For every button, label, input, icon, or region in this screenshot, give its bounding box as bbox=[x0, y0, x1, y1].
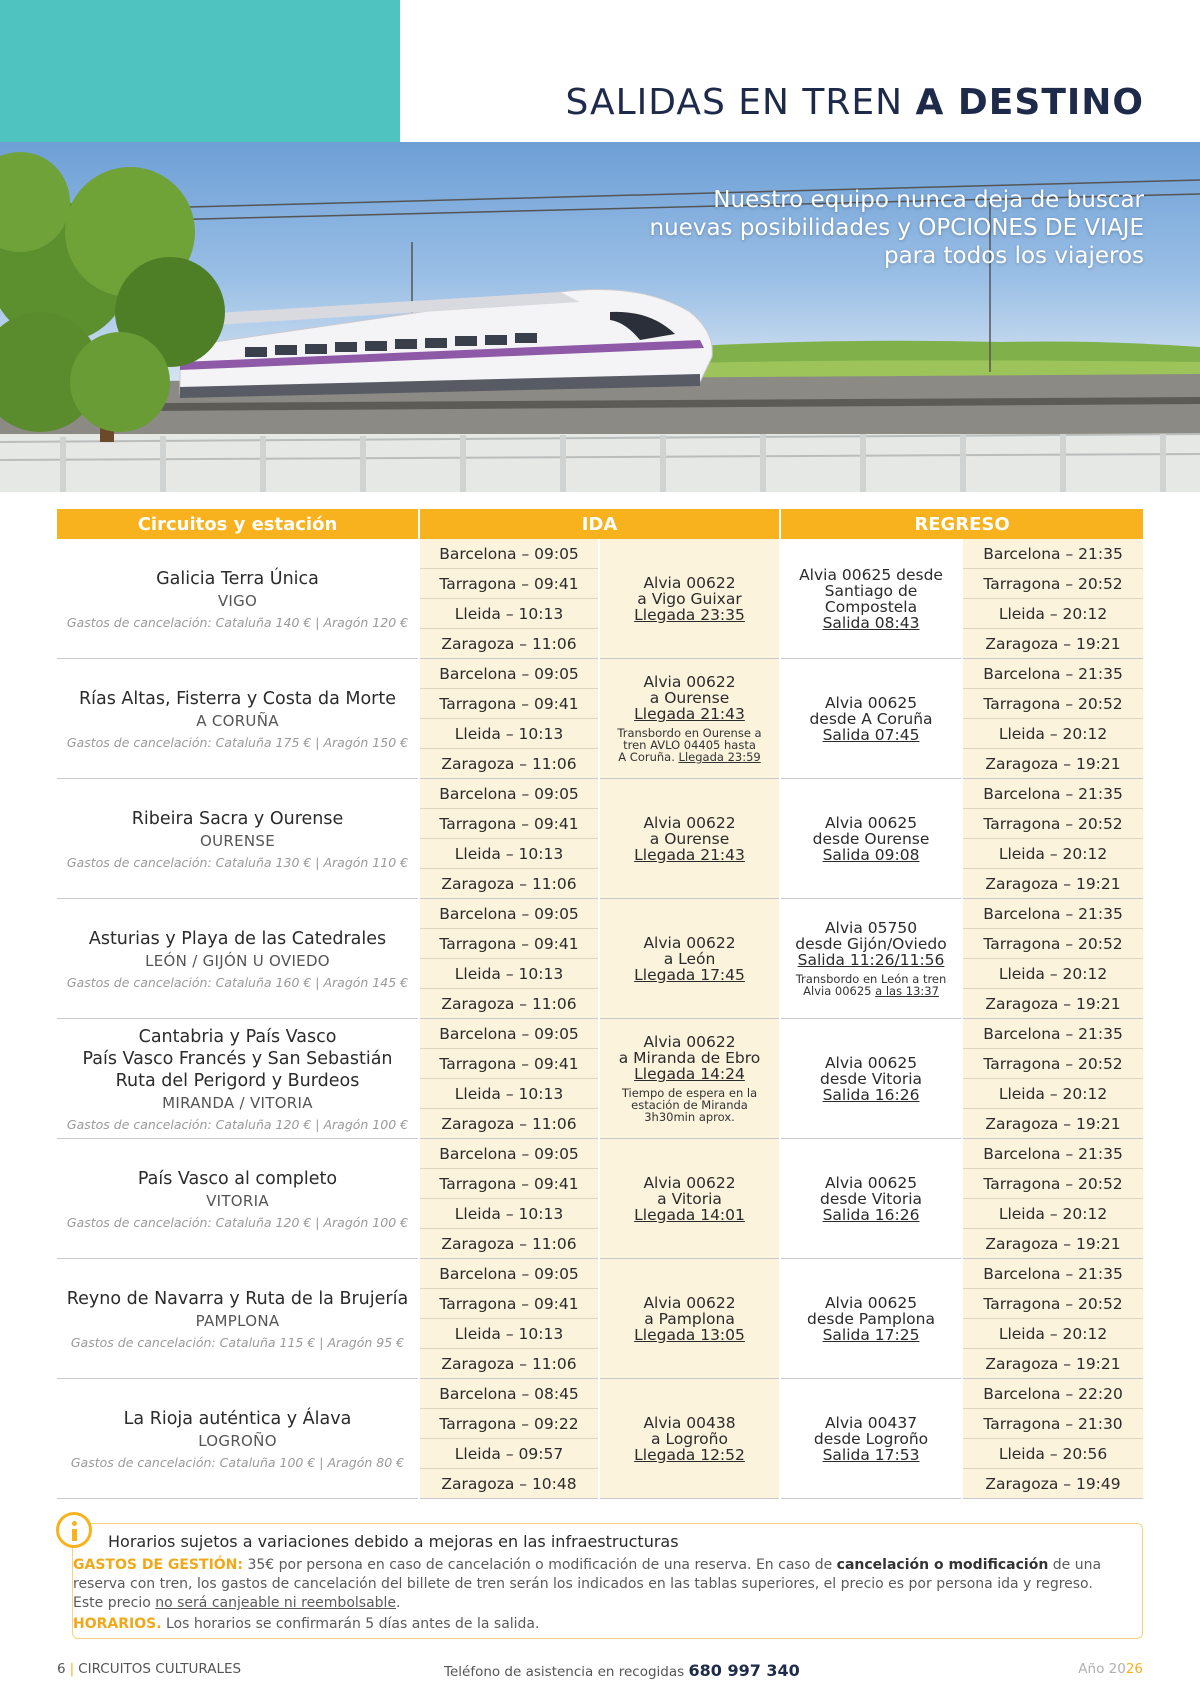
regreso-departure: Salida 17:53 bbox=[822, 1445, 920, 1464]
ida-note-text: A Coruña. bbox=[618, 750, 679, 764]
regreso-train-cell bbox=[780, 779, 962, 899]
ida-train-cell bbox=[599, 779, 780, 899]
regreso-time: Zaragoza – 19:21 bbox=[962, 1229, 1143, 1259]
regreso-time: Tarragona – 20:52 bbox=[962, 689, 1143, 719]
circuit-name: Cantabria y País Vasco bbox=[138, 1026, 337, 1047]
ida-time: Zaragoza – 11:06 bbox=[419, 1349, 599, 1379]
ida-time: Lleida – 10:13 bbox=[419, 839, 599, 869]
regreso-time: Zaragoza – 19:21 bbox=[962, 1109, 1143, 1139]
ida-time: Tarragona – 09:41 bbox=[419, 1169, 599, 1199]
gestion-text-a: 35€ por persona en caso de cancelación o modificación de una reserva. En caso de bbox=[243, 1557, 837, 1573]
hero-tagline: Nuestro equipo nunca deja de buscar nuevas posibilidades y OPCIONES DE VIAJE para todos los viajeros bbox=[649, 187, 1144, 269]
ida-train-number: Alvia 00622 bbox=[643, 573, 736, 592]
regreso-train-cell bbox=[780, 1379, 962, 1499]
ida-time: Barcelona – 09:05 bbox=[419, 539, 599, 569]
footer-phone bbox=[444, 1661, 800, 1680]
table-row bbox=[57, 1379, 1143, 1409]
circuit-name: Galicia Terra Única bbox=[156, 568, 319, 589]
regreso-time: Barcelona – 21:35 bbox=[962, 1259, 1143, 1289]
regreso-train-number: Alvia 00625 bbox=[824, 693, 918, 712]
phone-number: 680 997 340 bbox=[688, 1661, 800, 1680]
table-body bbox=[57, 539, 1143, 1499]
regreso-departure: Salida 16:26 bbox=[822, 1085, 920, 1104]
ida-time: Zaragoza – 11:06 bbox=[419, 989, 599, 1019]
circuit-station: VIGO bbox=[217, 591, 258, 610]
regreso-time: Lleida – 20:12 bbox=[962, 959, 1143, 989]
regreso-time: Lleida – 20:56 bbox=[962, 1439, 1143, 1469]
ida-time: Barcelona – 09:05 bbox=[419, 1259, 599, 1289]
ida-destination: a León bbox=[663, 949, 716, 968]
regreso-time: Tarragona – 20:52 bbox=[962, 1169, 1143, 1199]
ida-note bbox=[600, 1087, 779, 1123]
ida-time: Tarragona – 09:41 bbox=[419, 689, 599, 719]
circuit-station: A CORUÑA bbox=[196, 711, 279, 730]
regreso-train-number: Alvia 05750 bbox=[824, 919, 918, 937]
ida-time: Tarragona – 09:41 bbox=[419, 569, 599, 599]
ida-train-number: Alvia 00622 bbox=[643, 1293, 736, 1312]
ida-train-number: Alvia 00622 bbox=[643, 933, 736, 952]
regreso-departure: Salida 08:43 bbox=[822, 613, 920, 632]
regreso-departure: Salida 17:25 bbox=[822, 1325, 920, 1344]
regreso-time: Zaragoza – 19:21 bbox=[962, 629, 1143, 659]
ida-destination: a Vigo Guixar bbox=[637, 589, 742, 608]
regreso-time: Barcelona – 21:35 bbox=[962, 779, 1143, 809]
regreso-origin: desde A Coruña bbox=[809, 709, 933, 728]
regreso-time: Zaragoza – 19:49 bbox=[962, 1469, 1143, 1499]
ida-time: Tarragona – 09:22 bbox=[419, 1409, 599, 1439]
regreso-note bbox=[781, 973, 961, 997]
ida-time: Barcelona – 09:05 bbox=[419, 1139, 599, 1169]
regreso-train-cell bbox=[780, 539, 962, 659]
ida-time: Tarragona – 09:41 bbox=[419, 1289, 599, 1319]
ida-note-line: estación de Miranda bbox=[631, 1098, 748, 1112]
regreso-train-cell bbox=[780, 1139, 962, 1259]
table-row bbox=[57, 659, 1143, 689]
circuit-name: Reyno de Navarra y Ruta de la Brujería bbox=[66, 1288, 409, 1309]
circuit-name: País Vasco al completo bbox=[137, 1168, 338, 1189]
gestion-bold: cancelación o modificación bbox=[836, 1557, 1049, 1573]
regreso-origin: desde Vitoria bbox=[819, 1069, 923, 1088]
ida-destination: a Pamplona bbox=[644, 1309, 735, 1328]
ida-time: Zaragoza – 11:06 bbox=[419, 749, 599, 779]
ida-time: Barcelona – 09:05 bbox=[419, 1019, 599, 1049]
regreso-time: Tarragona – 21:30 bbox=[962, 1409, 1143, 1439]
ida-note-line: Tiempo de espera en la bbox=[621, 1086, 758, 1100]
circuit-station: VITORIA bbox=[206, 1191, 269, 1210]
ida-arrival: Llegada 17:45 bbox=[634, 965, 745, 984]
table-row bbox=[57, 1019, 1143, 1049]
regreso-time: Zaragoza – 19:21 bbox=[962, 869, 1143, 899]
regreso-note-line: Transbordo en León a tren bbox=[795, 972, 947, 986]
regreso-note-line bbox=[781, 985, 961, 997]
circuit-cell bbox=[57, 1139, 419, 1259]
cancellation-fees: Gastos de cancelación: Cataluña 115 € | Aragón 95 € bbox=[70, 1334, 405, 1350]
circuit-cell bbox=[57, 1019, 419, 1139]
header-ida: IDA bbox=[419, 509, 780, 539]
regreso-time: Tarragona – 20:52 bbox=[962, 1289, 1143, 1319]
ida-arrival: Llegada 21:43 bbox=[634, 845, 745, 864]
regreso-note-text: Alvia 00625 bbox=[803, 984, 876, 998]
train-schedule-table bbox=[57, 509, 1143, 1499]
circuit-name: País Vasco Francés y San Sebastián bbox=[82, 1048, 393, 1069]
regreso-time: Zaragoza – 19:21 bbox=[962, 989, 1143, 1019]
regreso-train-number: Alvia 00625 bbox=[824, 1293, 918, 1312]
ida-arrival: Llegada 13:05 bbox=[634, 1325, 745, 1344]
ida-note-line: tren AVLO 04405 hasta bbox=[623, 738, 756, 752]
ida-destination: a Miranda de Ebro bbox=[618, 1049, 761, 1067]
regreso-time: Lleida – 20:12 bbox=[962, 1319, 1143, 1349]
footer-separator: | bbox=[69, 1661, 75, 1677]
year-suffix: 26 bbox=[1125, 1661, 1143, 1677]
ida-time: Zaragoza – 11:06 bbox=[419, 1109, 599, 1139]
ida-arrival: Llegada 21:43 bbox=[634, 705, 745, 723]
ida-train-number: Alvia 00438 bbox=[643, 1413, 736, 1432]
regreso-origin: desde Gijón/Oviedo bbox=[795, 935, 947, 953]
regreso-time: Lleida – 20:12 bbox=[962, 839, 1143, 869]
circuit-name: Rías Altas, Fisterra y Costa da Morte bbox=[79, 688, 396, 709]
hero-train-image bbox=[0, 142, 1200, 492]
circuit-cell bbox=[57, 1379, 419, 1499]
regreso-train-number: Alvia 00625 bbox=[824, 813, 918, 832]
ida-time: Zaragoza – 11:06 bbox=[419, 1229, 599, 1259]
circuit-name: Ruta del Perigord y Burdeos bbox=[115, 1070, 360, 1091]
ida-destination: a Vitoria bbox=[657, 1189, 722, 1208]
ida-arrival: Llegada 12:52 bbox=[634, 1445, 745, 1464]
regreso-time: Tarragona – 20:52 bbox=[962, 569, 1143, 599]
ida-time: Tarragona – 09:41 bbox=[419, 809, 599, 839]
cancellation-fees: Gastos de cancelación: Cataluña 120 € | Aragón 100 € bbox=[66, 1116, 409, 1132]
ida-time: Lleida – 10:13 bbox=[419, 599, 599, 629]
regreso-time: Tarragona – 20:52 bbox=[962, 809, 1143, 839]
regreso-time: Barcelona – 21:35 bbox=[962, 1019, 1143, 1049]
ida-train-cell bbox=[599, 899, 780, 1019]
regreso-train-number: Alvia 00437 bbox=[824, 1413, 918, 1432]
regreso-note-time: a las 13:37 bbox=[875, 984, 939, 998]
ida-note-line: Transbordo en Ourense a bbox=[617, 726, 762, 740]
circuit-cell bbox=[57, 539, 419, 659]
cancellation-fees: Gastos de cancelación: Cataluña 130 € | Aragón 110 € bbox=[66, 854, 409, 870]
regreso-departure: Salida 16:26 bbox=[822, 1205, 920, 1224]
circuit-name: La Rioja auténtica y Álava bbox=[123, 1408, 352, 1429]
ida-time: Lleida – 10:13 bbox=[419, 959, 599, 989]
ida-time: Tarragona – 09:41 bbox=[419, 1049, 599, 1079]
gestion-text-b: de una reserva con tren, los gastos de cancelación del billete de tren serán los indicados en las tablas superiores, el precio es por persona ida y regreso. Este precio bbox=[73, 1557, 1102, 1611]
regreso-time: Tarragona – 20:52 bbox=[962, 1049, 1143, 1079]
regreso-time: Lleida – 20:12 bbox=[962, 719, 1143, 749]
regreso-origin: desde Vitoria bbox=[819, 1189, 923, 1208]
ida-time: Tarragona – 09:41 bbox=[419, 929, 599, 959]
circuit-name: Ribeira Sacra y Ourense bbox=[131, 808, 344, 829]
regreso-departure: Salida 07:45 bbox=[822, 725, 920, 744]
regreso-train-cell bbox=[780, 1019, 962, 1139]
ida-train-number: Alvia 00622 bbox=[643, 1033, 736, 1051]
ida-time: Barcelona – 09:05 bbox=[419, 659, 599, 689]
ida-time: Lleida – 10:13 bbox=[419, 1319, 599, 1349]
regreso-origin: desde Logroño bbox=[813, 1429, 929, 1448]
circuit-name: Asturias y Playa de las Catedrales bbox=[88, 928, 387, 949]
section-name: CIRCUITOS CULTURALES bbox=[78, 1661, 242, 1677]
header-regreso: REGRESO bbox=[780, 509, 1143, 539]
ida-train-cell bbox=[599, 1019, 780, 1139]
ida-time: Barcelona – 09:05 bbox=[419, 899, 599, 929]
ida-arrival: Llegada 14:01 bbox=[634, 1205, 745, 1224]
ida-time: Lleida – 09:57 bbox=[419, 1439, 599, 1469]
gestion-label: GASTOS DE GESTIÓN: bbox=[73, 1557, 243, 1573]
horarios-paragraph bbox=[73, 1615, 1113, 1634]
ida-note-arrival: Llegada 23:59 bbox=[678, 750, 761, 764]
regreso-time: Barcelona – 21:35 bbox=[962, 899, 1143, 929]
ida-time: Zaragoza – 11:06 bbox=[419, 629, 599, 659]
ida-time: Zaragoza – 10:48 bbox=[419, 1469, 599, 1499]
regreso-time: Lleida – 20:12 bbox=[962, 1199, 1143, 1229]
ida-note-line bbox=[600, 751, 779, 763]
table-row bbox=[57, 1259, 1143, 1289]
cancellation-fees: Gastos de cancelación: Cataluña 160 € | Aragón 145 € bbox=[66, 974, 409, 990]
ida-note-line: 3h30min aprox. bbox=[644, 1110, 735, 1124]
table-row bbox=[57, 1139, 1143, 1169]
horarios-label: HORARIOS. bbox=[73, 1616, 162, 1632]
regreso-origin: desde Ourense bbox=[812, 829, 930, 848]
table-row bbox=[57, 779, 1143, 809]
footer-year bbox=[1078, 1661, 1143, 1677]
ida-time: Lleida – 10:13 bbox=[419, 719, 599, 749]
ida-train-cell bbox=[599, 659, 780, 779]
regreso-departure: Salida 11:26/11:56 bbox=[797, 951, 945, 969]
teal-corner-block bbox=[0, 0, 400, 142]
regreso-time: Lleida – 20:12 bbox=[962, 1079, 1143, 1109]
regreso-time: Barcelona – 21:35 bbox=[962, 1139, 1143, 1169]
header-circuit: Circuitos y estación bbox=[57, 509, 419, 539]
ida-time: Lleida – 10:13 bbox=[419, 1079, 599, 1109]
table-header-row bbox=[57, 509, 1143, 539]
regreso-time: Barcelona – 21:35 bbox=[962, 659, 1143, 689]
ida-destination: a Logroño bbox=[651, 1429, 728, 1448]
regreso-train-cell bbox=[780, 899, 962, 1019]
cancellation-fees: Gastos de cancelación: Cataluña 140 € | Aragón 120 € bbox=[66, 614, 409, 630]
ida-train-number: Alvia 00622 bbox=[643, 673, 736, 691]
circuit-station: LOGROÑO bbox=[198, 1431, 277, 1450]
footer-section bbox=[57, 1661, 241, 1677]
regreso-origin: desde Pamplona bbox=[807, 1309, 935, 1328]
regreso-time: Zaragoza – 19:21 bbox=[962, 1349, 1143, 1379]
cancellation-fees: Gastos de cancelación: Cataluña 120 € | Aragón 100 € bbox=[66, 1214, 409, 1230]
ida-train-number: Alvia 00622 bbox=[643, 813, 736, 832]
ida-destination: a Ourense bbox=[649, 689, 730, 707]
regreso-train-number: Alvia 00625 bbox=[824, 1173, 918, 1192]
info-title: Horarios sujetos a variaciones debido a mejoras en las infraestructuras bbox=[108, 1532, 679, 1551]
ida-arrival: Llegada 14:24 bbox=[634, 1065, 745, 1083]
regreso-time: Tarragona – 20:52 bbox=[962, 929, 1143, 959]
ida-train-cell bbox=[599, 1139, 780, 1259]
regreso-time: Barcelona – 22:20 bbox=[962, 1379, 1143, 1409]
regreso-time: Lleida – 20:12 bbox=[962, 599, 1143, 629]
ida-note bbox=[600, 727, 779, 763]
table-row bbox=[57, 899, 1143, 929]
info-icon bbox=[56, 1512, 92, 1548]
page-title: SALIDAS EN TREN A DESTINO bbox=[565, 82, 1144, 123]
ida-train-number: Alvia 00622 bbox=[643, 1173, 736, 1192]
regreso-origin: Santiago de Compostela bbox=[824, 581, 918, 616]
ida-time: Zaragoza – 11:06 bbox=[419, 869, 599, 899]
circuit-cell bbox=[57, 779, 419, 899]
circuit-station: OURENSE bbox=[199, 831, 275, 850]
gestion-underline: no será canjeable ni reembolsable bbox=[155, 1595, 397, 1611]
gestion-paragraph bbox=[73, 1556, 1113, 1613]
table-row bbox=[57, 539, 1143, 569]
regreso-train-number: Alvia 00625 bbox=[824, 1053, 918, 1072]
regreso-train-number: Alvia 00625 desde bbox=[799, 565, 943, 584]
circuit-cell bbox=[57, 659, 419, 779]
ida-train-cell bbox=[599, 539, 780, 659]
circuit-station: PAMPLONA bbox=[195, 1311, 280, 1330]
circuit-station: MIRANDA / VITORIA bbox=[162, 1093, 313, 1112]
horarios-text: Los horarios se confirmarán 5 días antes de la salida. bbox=[161, 1616, 540, 1632]
ida-train-cell bbox=[599, 1379, 780, 1499]
page-number: 6 bbox=[57, 1661, 66, 1677]
gestion-end: . bbox=[396, 1595, 401, 1611]
circuit-cell bbox=[57, 899, 419, 1019]
regreso-train-cell bbox=[780, 1259, 962, 1379]
cancellation-fees: Gastos de cancelación: Cataluña 100 € | Aragón 80 € bbox=[70, 1454, 405, 1470]
regreso-departure: Salida 09:08 bbox=[822, 845, 920, 864]
ida-arrival: Llegada 23:35 bbox=[634, 605, 745, 624]
ida-time: Barcelona – 09:05 bbox=[419, 779, 599, 809]
regreso-time: Barcelona – 21:35 bbox=[962, 539, 1143, 569]
phone-label: Teléfono de asistencia en recogidas bbox=[444, 1664, 689, 1680]
ida-train-cell bbox=[599, 1259, 780, 1379]
regreso-time: Zaragoza – 19:21 bbox=[962, 749, 1143, 779]
circuit-cell bbox=[57, 1259, 419, 1379]
year-prefix: Año 20 bbox=[1078, 1661, 1126, 1677]
circuit-station: LEÓN / GIJÓN U OVIEDO bbox=[145, 951, 330, 970]
cancellation-fees: Gastos de cancelación: Cataluña 175 € | Aragón 150 € bbox=[66, 734, 409, 750]
ida-destination: a Ourense bbox=[649, 829, 730, 848]
ida-time: Barcelona – 08:45 bbox=[419, 1379, 599, 1409]
ida-time: Lleida – 10:13 bbox=[419, 1199, 599, 1229]
regreso-train-cell bbox=[780, 659, 962, 779]
